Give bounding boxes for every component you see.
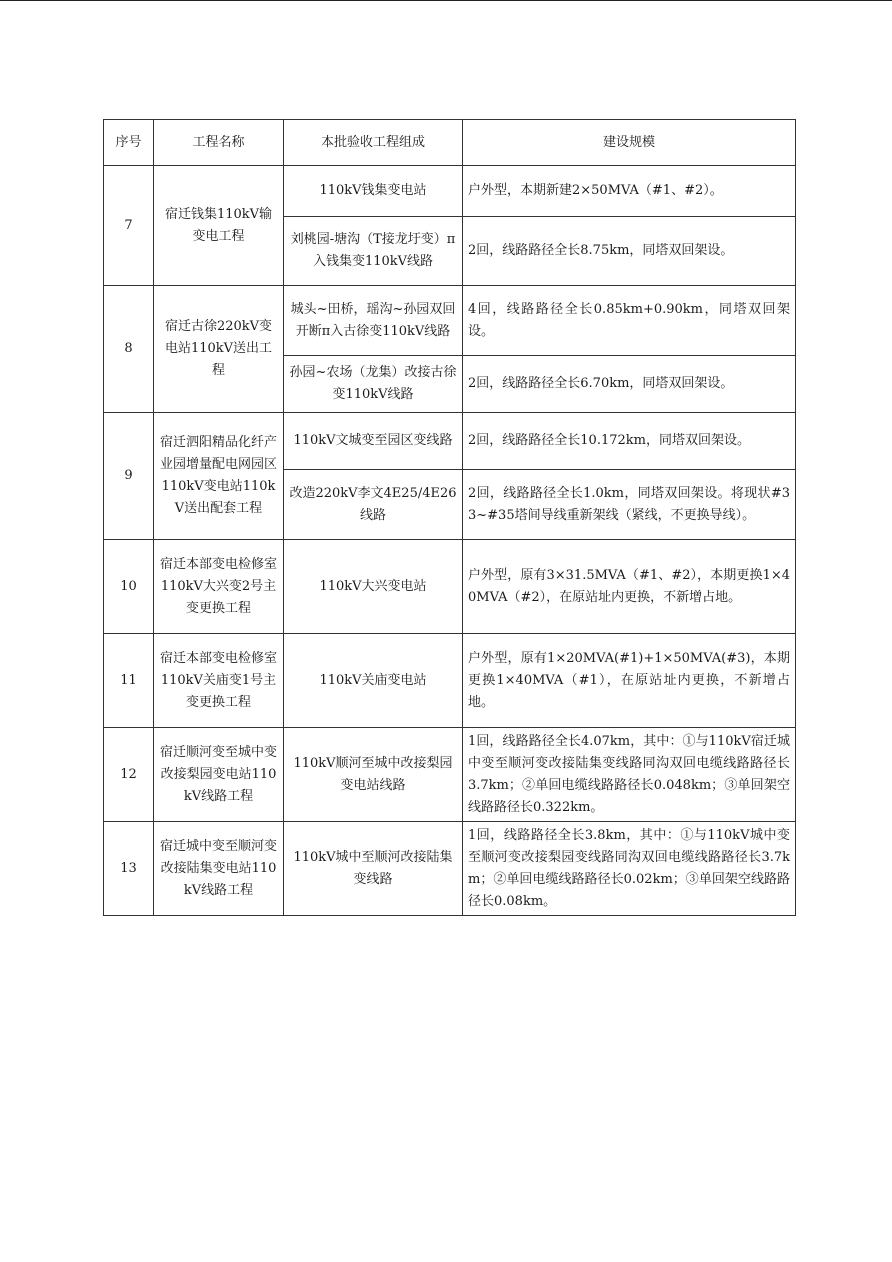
row-number: 13 bbox=[104, 822, 154, 916]
scale-cell: 2回，线路路径全长10.172km，同塔双回架设。 bbox=[463, 413, 796, 470]
scale-cell: 2回，线路路径全长6.70km，同塔双回架设。 bbox=[463, 356, 796, 413]
page-top-border bbox=[0, 0, 892, 1]
project-name: 宿迁本部变电检修室110kV关庙变1号主变更换工程 bbox=[154, 634, 284, 728]
component-cell: 110kV城中至顺河改接陆集变线路 bbox=[284, 822, 463, 916]
component-cell: 孙园~农场（龙集）改接古徐变110kV线路 bbox=[284, 356, 463, 413]
scale-cell: 2回，线路路径全长8.75km，同塔双回架设。 bbox=[463, 217, 796, 286]
header-scale: 建设规模 bbox=[463, 120, 796, 166]
table-row bbox=[104, 822, 796, 916]
component-cell: 改造220kV李文4E25/4E26线路 bbox=[284, 470, 463, 540]
project-name: 宿迁泗阳精品化纤产业园增量配电网园区110kV变电站110kV送出配套工程 bbox=[154, 413, 284, 540]
component-cell: 110kV大兴变电站 bbox=[284, 540, 463, 634]
project-name: 宿迁城中变至顺河变改接陆集变电站110kV线路工程 bbox=[154, 822, 284, 916]
component-cell: 110kV顺河至城中改接梨园变电站线路 bbox=[284, 728, 463, 822]
project-name: 宿迁钱集110kV输变电工程 bbox=[154, 166, 284, 286]
row-number: 9 bbox=[104, 413, 154, 540]
scale-cell: 户外型，原有3×31.5MVA（#1、#2），本期更换1×40MVA（#2），在原站址内更换，不新增占地。 bbox=[463, 540, 796, 634]
header-no: 序号 bbox=[104, 120, 154, 166]
project-name: 宿迁顺河变至城中变改接梨园变电站110kV线路工程 bbox=[154, 728, 284, 822]
project-name: 宿迁古徐220kV变电站110kV送出工程 bbox=[154, 286, 284, 413]
scale-cell: 户外型，原有1×20MVA(#1)+1×50MVA(#3)，本期更换1×40MVA（#1），在原站址内更换，不新增占地。 bbox=[463, 634, 796, 728]
table-row bbox=[104, 728, 796, 822]
table-row bbox=[104, 413, 796, 470]
scale-cell: 4回，线路路径全长0.85km+0.90km，同塔双回架设。 bbox=[463, 286, 796, 356]
project-table bbox=[103, 119, 796, 916]
table-row bbox=[104, 540, 796, 634]
component-cell: 110kV关庙变电站 bbox=[284, 634, 463, 728]
component-cell: 城头~田桥，瑶沟~孙园双回开断π入古徐变110kV线路 bbox=[284, 286, 463, 356]
row-number: 8 bbox=[104, 286, 154, 413]
project-name: 宿迁本部变电检修室110kV大兴变2号主变更换工程 bbox=[154, 540, 284, 634]
table-header-row bbox=[104, 120, 796, 166]
table-row bbox=[104, 166, 796, 217]
scale-cell: 1回，线路路径全长4.07km，其中：①与110kV宿迁城中变至顺河变改接陆集变线路同沟双回电缆线路路径长3.7km；②单回电缆线路路径长0.048km；③单回架空线路路径长0.322km。 bbox=[463, 728, 796, 822]
table-row bbox=[104, 286, 796, 356]
row-number: 7 bbox=[104, 166, 154, 286]
row-number: 10 bbox=[104, 540, 154, 634]
component-cell: 110kV钱集变电站 bbox=[284, 166, 463, 217]
scale-cell: 户外型，本期新建2×50MVA（#1、#2）。 bbox=[463, 166, 796, 217]
scale-cell: 2回，线路路径全长1.0km，同塔双回架设。将现状#33~#35塔间导线重新架线（紧线，不更换导线）。 bbox=[463, 470, 796, 540]
header-project-name: 工程名称 bbox=[154, 120, 284, 166]
component-cell: 110kV文城变至园区变线路 bbox=[284, 413, 463, 470]
component-cell: 刘桃园-塘沟（T接龙圩变）π入钱集变110kV线路 bbox=[284, 217, 463, 286]
row-number: 12 bbox=[104, 728, 154, 822]
table-row bbox=[104, 634, 796, 728]
header-components: 本批验收工程组成 bbox=[284, 120, 463, 166]
scale-cell: 1回，线路路径全长3.8km，其中：①与110kV城中变至顺河变改接梨园变线路同沟双回电缆线路路径长3.7km；②单回电缆线路路径长0.02km；③单回架空线路路径长0.08km。 bbox=[463, 822, 796, 916]
row-number: 11 bbox=[104, 634, 154, 728]
